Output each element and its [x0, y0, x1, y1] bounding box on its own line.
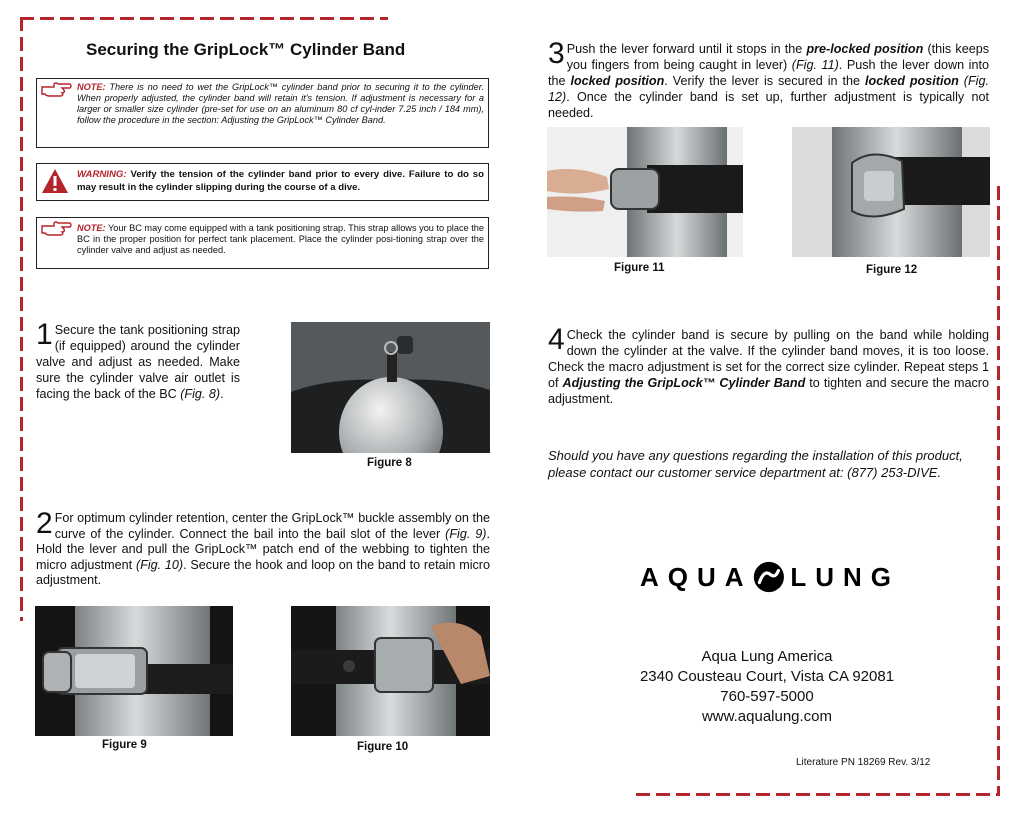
step-text: Push the lever forward until it stops in the — [566, 42, 807, 56]
emphasis: pre-locked position — [806, 42, 924, 56]
street-address: 2340 Cousteau Court, Vista CA 92081 — [639, 668, 895, 685]
figure-reference: (Fig. 10) — [135, 557, 184, 572]
figure-8-caption: Figure 8 — [367, 457, 412, 469]
figure-10-caption: Figure 10 — [357, 741, 409, 753]
figure-12-caption: Figure 12 — [866, 264, 918, 276]
page-title: Securing the GripLock™ Cylinder Band — [86, 40, 406, 59]
step-text: Secure the tank positioning strap (if equipped) around the cylinder valve and adjust as needed. Make sure the cylinder valve air outlet is facing the back of the BC — [36, 323, 240, 401]
figure-reference: (Fig. 8) — [180, 387, 221, 401]
company-name: Aqua Lung America — [701, 648, 833, 665]
step-text: For optimum cylinder retention, center the GripLock™ buckle assembly on the curve of the cylinder. Connect the bail into the bail slot of the lever — [54, 511, 490, 541]
figure-8-photo — [291, 322, 490, 453]
step-number: 1 — [36, 318, 53, 351]
step-text: to tighten and secure the macro adjustment. — [548, 376, 989, 406]
emphasis: locked position — [865, 74, 959, 88]
step-text: . Hold the lever and pull the GripLock™ patch end of the webbing to tighten the micro adjustment — [36, 526, 490, 572]
note-label: NOTE: — [77, 82, 106, 92]
figure-reference: (Fig. 12) — [548, 74, 989, 104]
emphasis: Adjusting the GripLock™ Cylinder Band — [562, 376, 806, 390]
step-text: . Push the lever down into the — [548, 58, 989, 88]
warning-text: Verify the tension of the cylinder band prior to every dive. Failure to do so may result in the cylinder slipping during the course of a dive. — [77, 169, 484, 193]
website: www.aqualung.com — [701, 708, 833, 725]
step-text: . Verify the lever is secured in the — [664, 74, 865, 88]
figure-11-caption: Figure 11 — [614, 262, 665, 274]
figure-9-photo — [35, 606, 233, 736]
wave-emblem-icon — [753, 557, 785, 597]
step-text: . Once the cylinder band is set up, further adjustment is typically not needed. — [548, 90, 989, 120]
figure-9-caption: Figure 9 — [102, 739, 147, 751]
warning-label: WARNING: — [77, 169, 127, 180]
note-label: NOTE: — [77, 223, 106, 233]
right-border — [997, 186, 1000, 794]
step-number: 3 — [548, 37, 565, 70]
aqualung-logo — [640, 552, 900, 602]
emphasis: locked position — [570, 74, 665, 88]
step-number: 2 — [36, 507, 53, 540]
contact-note: Should you have any questions regarding the installation of this product, please contact our customer service department at: (877) 253-DIVE. — [548, 448, 963, 480]
figure-reference: (Fig. 9) — [445, 526, 487, 541]
note-box-wetting — [36, 78, 489, 148]
left-border — [20, 17, 23, 621]
step-text: . — [220, 387, 224, 401]
step-number: 4 — [548, 323, 565, 356]
literature-number: Literature PN 18269 Rev. 3/12 — [796, 757, 931, 768]
note-text: There is no need to wet the GripLock™ cylinder band prior to securing it to the cylinder. When properly adjusted, the cylinder band will retain it's tension. If adjustment is necessary for a larger or smaller size cylinder (pre-set for use on an aluminum 80 cf cyl-inder 7.25 inch / 184 mm), follow the procedure in the section: Adjusting the GripLock™ Cylinder Band. — [77, 82, 484, 125]
logo-word-right: LUNG — [790, 561, 900, 592]
figure-12-photo — [792, 127, 990, 257]
note-box-positioning-strap — [36, 217, 489, 269]
step-1 — [36, 318, 240, 402]
figure-reference: (Fig. 11) — [791, 58, 839, 72]
step-text: Check the cylinder band is secure by pulling on the band while holding down the cylinder at the valve. If the cylinder band moves, it is too loose. Check the macro adjustment is set for the correct size cylinder. Repeat steps 1 of — [548, 328, 989, 390]
warning-box — [36, 163, 489, 201]
phone-number: 760-597-5000 — [720, 688, 814, 705]
step-2 — [36, 507, 490, 589]
logo-word-left: AQUA — [640, 561, 753, 592]
pointing-hand-icon — [37, 218, 77, 243]
step-text: . Secure the hook and loop on the band to retain micro adjustment. — [36, 557, 490, 587]
step-3 — [548, 37, 989, 121]
pointing-hand-icon — [37, 79, 77, 104]
figure-10-photo — [291, 606, 490, 736]
warning-icon — [37, 164, 77, 199]
bottom-border — [636, 793, 1000, 796]
top-border — [20, 17, 388, 20]
figure-11-photo — [547, 127, 743, 257]
company-address — [606, 647, 928, 727]
note-text: Your BC may come equipped with a tank positioning strap. This strap allows you to place the BC in the proper position for perfect tank placement. Place the cylinder posi-tioning strap over the cylinder valve and adjust as needed. — [77, 223, 484, 255]
step-text: (this keeps you fingers from being caught in lever) — [566, 42, 989, 72]
step-4 — [548, 323, 989, 407]
